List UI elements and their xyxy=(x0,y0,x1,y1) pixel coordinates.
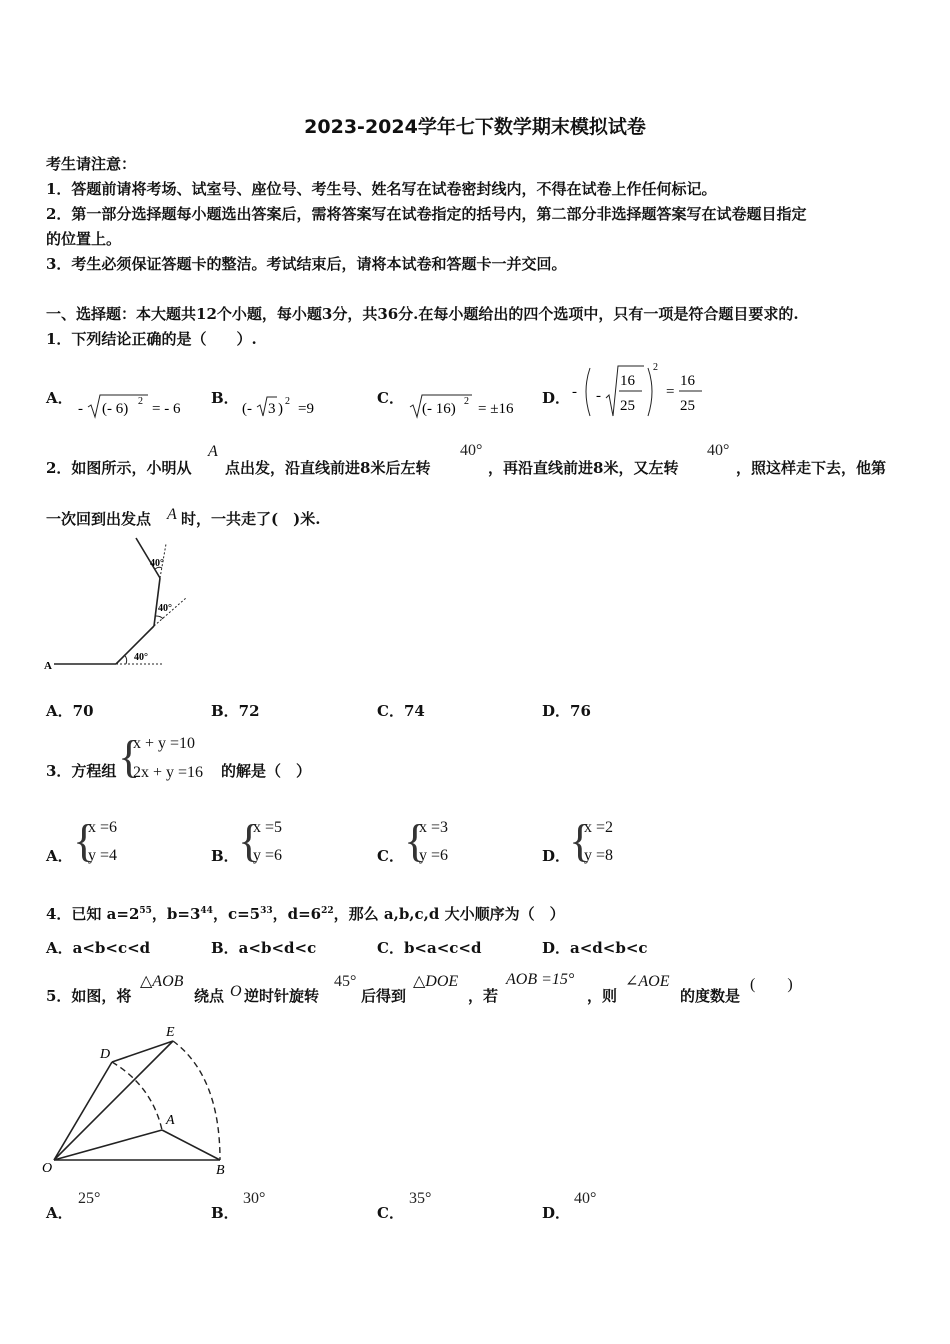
q1-stem: 1．下列结论正确的是（ ）. xyxy=(46,330,257,348)
q2-stem-part3: ，再沿直线前进8米，又左转 xyxy=(488,459,679,477)
q3-option-d-label: D． xyxy=(542,847,571,865)
q1-option-b-label: B． xyxy=(211,389,239,407)
q2-option-a: A．70 xyxy=(46,702,94,720)
q5-option-d-label: D． xyxy=(542,1204,571,1222)
q2-option-d: D．76 xyxy=(542,702,591,720)
q5-fig-label-e: E xyxy=(166,1025,175,1040)
q2-figure xyxy=(40,534,200,678)
q2-fig-angle-3: 40° xyxy=(150,558,164,569)
q5-option-b-value: 30° xyxy=(243,1190,266,1207)
q3-option-b-y: y =6 xyxy=(253,847,283,864)
q5-option-b-label: B． xyxy=(211,1204,239,1222)
q3-option-d-x: x =2 xyxy=(584,819,614,836)
svg-text:(-: (- xyxy=(242,401,252,417)
svg-text:= ±16: = ±16 xyxy=(478,401,514,417)
q3-option-b-label: B． xyxy=(211,847,239,865)
q2-option-c: C．74 xyxy=(377,702,425,720)
svg-text:2: 2 xyxy=(653,362,658,373)
q5-point-o: O xyxy=(230,983,242,1000)
q4-option-d: D．a<d<b<c xyxy=(542,939,648,957)
q5-fig-label-b: B xyxy=(216,1163,225,1178)
q4-stem: 4．已知 $a=2^{55}$，$b=3^{44}$，$c=5^{33}$，$d=6^{22}$，那么 a,b,c,d 大小顺序为（ ） xyxy=(46,905,565,923)
q3-stem-suffix: 的解是（ ） xyxy=(221,762,312,780)
svg-text:): ) xyxy=(278,401,283,417)
svg-text:(- 16): (- 16) xyxy=(422,401,456,417)
q3-option-b-x: x =5 xyxy=(253,819,283,836)
q2-option-b: B．72 xyxy=(211,702,260,720)
q5-option-d-value: 40° xyxy=(574,1190,597,1207)
q3-option-a-y: y =4 xyxy=(88,847,118,864)
q5-stem-part3: 逆时针旋转 xyxy=(244,987,320,1005)
notice-item-2-cont: 的位置上。 xyxy=(46,230,122,248)
q5-fig-label-o: O xyxy=(42,1161,53,1176)
q3-option-a-x: x =6 xyxy=(88,819,118,836)
q4-option-b: B．a<b<d<c xyxy=(211,939,317,957)
svg-text:=: = xyxy=(666,384,675,400)
q3-eq-1: x + y =10 xyxy=(133,735,196,752)
q3-option-b-brace: { xyxy=(238,815,261,866)
q3-option-d-brace: { xyxy=(569,815,592,866)
q5-option-a-label: A． xyxy=(46,1204,73,1222)
svg-text:= - 6: = - 6 xyxy=(152,401,181,417)
q1-option-c-formula xyxy=(406,392,536,426)
q5-triangle-doe: △DOE xyxy=(413,973,459,990)
q5-fig-label-d: D xyxy=(100,1047,111,1062)
q1-option-d-label: D． xyxy=(542,389,571,407)
notice-item-1: 1．答题前请将考场、试室号、座位号、考生号、姓名写在试卷密封线内，不得在试卷上作任何标记。 xyxy=(46,180,717,198)
q2-stem-line2b: 时，一共走了( )米. xyxy=(181,510,321,528)
notice-item-2: 2．第一部分选择题每小题选出答案后，需将答案写在试卷指定的括号内，第二部分非选择题答案写在试卷题目指定 xyxy=(46,205,807,223)
svg-text:16: 16 xyxy=(680,373,695,389)
svg-text:2: 2 xyxy=(464,396,469,407)
q3-option-c-x: x =3 xyxy=(419,819,449,836)
svg-text:2: 2 xyxy=(285,396,290,407)
notice-heading: 考生请注意： xyxy=(46,155,137,173)
q2-fig-angle-2: 40° xyxy=(158,603,172,614)
q1-option-b-formula xyxy=(240,392,340,426)
q4-option-c: C．b<a<c<d xyxy=(377,939,482,957)
q5-stem-part1: 5．如图，将 xyxy=(46,987,132,1005)
q5-condition: AOB =15° xyxy=(506,971,575,988)
q2-angle-2: 40° xyxy=(707,442,730,459)
q2-stem-line2a: 一次回到出发点 xyxy=(46,510,152,528)
q5-stem-part2: 绕点 xyxy=(194,987,225,1005)
svg-text:(- 6): (- 6) xyxy=(102,401,129,417)
q3-option-a-brace: { xyxy=(73,815,96,866)
svg-text:3: 3 xyxy=(268,401,276,417)
q2-stem-part2: 点出发，沿直线前进8米后左转 xyxy=(225,459,431,477)
q3-option-a-label: A． xyxy=(46,847,73,865)
q3-stem-prefix: 3．方程组 xyxy=(46,762,117,780)
svg-text:25: 25 xyxy=(680,398,695,414)
q2-stem-part1: 2．如图所示，小明从 xyxy=(46,459,192,477)
q5-rotation-angle: 45° xyxy=(334,973,357,990)
svg-text:2: 2 xyxy=(138,396,143,407)
svg-text:=9: =9 xyxy=(298,401,314,417)
q5-answer-paren: ( ) xyxy=(750,976,793,993)
svg-text:25: 25 xyxy=(620,398,635,414)
page-title: 2023-2024学年七下数学期末模拟试卷 xyxy=(304,116,646,138)
q4-option-a: A．a<b<c<d xyxy=(46,939,151,957)
q5-triangle-aob: △AOB xyxy=(140,973,184,990)
q5-fig-label-a: A xyxy=(166,1113,175,1128)
q2-var-a: A xyxy=(208,443,218,460)
q1-option-a-formula xyxy=(76,392,196,426)
q3-option-c-y: y =6 xyxy=(419,847,449,864)
q5-stem-part5: ，若 xyxy=(468,987,499,1005)
q5-stem-part4: 后得到 xyxy=(361,987,407,1005)
q5-stem-part6: ，则 xyxy=(587,987,618,1005)
q2-angle-1: 40° xyxy=(460,442,483,459)
svg-text:-: - xyxy=(596,388,601,404)
svg-text:-: - xyxy=(78,401,83,417)
q1-option-d-formula xyxy=(570,358,710,428)
q3-option-c-brace: { xyxy=(404,815,427,866)
q5-option-c-label: C． xyxy=(377,1204,404,1222)
q2-var-a-2: A xyxy=(167,506,177,523)
q1-option-a-label: A． xyxy=(46,389,73,407)
q5-option-c-value: 35° xyxy=(409,1190,432,1207)
q2-fig-angle-1: 40° xyxy=(134,652,148,663)
q5-option-a-value: 25° xyxy=(78,1190,101,1207)
q3-eq-2: 2x + y =16 xyxy=(133,764,204,781)
q5-figure xyxy=(40,1020,250,1184)
q2-fig-point-a: A xyxy=(44,660,52,672)
svg-text:-: - xyxy=(572,384,577,400)
q3-option-d-y: y =8 xyxy=(584,847,614,864)
svg-text:16: 16 xyxy=(620,373,635,389)
q3-brace: { xyxy=(118,731,141,782)
q1-option-c-label: C． xyxy=(377,389,404,407)
q3-option-c-label: C． xyxy=(377,847,404,865)
section-heading: 一、选择题：本大题共12个小题，每小题3分，共36分.在每小题给出的四个选项中，只有一项是符合题目要求的. xyxy=(46,305,799,323)
q2-stem-part4: ，照这样走下去，他第 xyxy=(736,459,887,477)
notice-item-3: 3．考生必须保证答题卡的整洁。考试结束后，请将本试卷和答题卡一并交回。 xyxy=(46,255,567,273)
q5-stem-part7: 的度数是 xyxy=(680,987,741,1005)
q5-angle-aoe: ∠AOE xyxy=(625,973,670,990)
